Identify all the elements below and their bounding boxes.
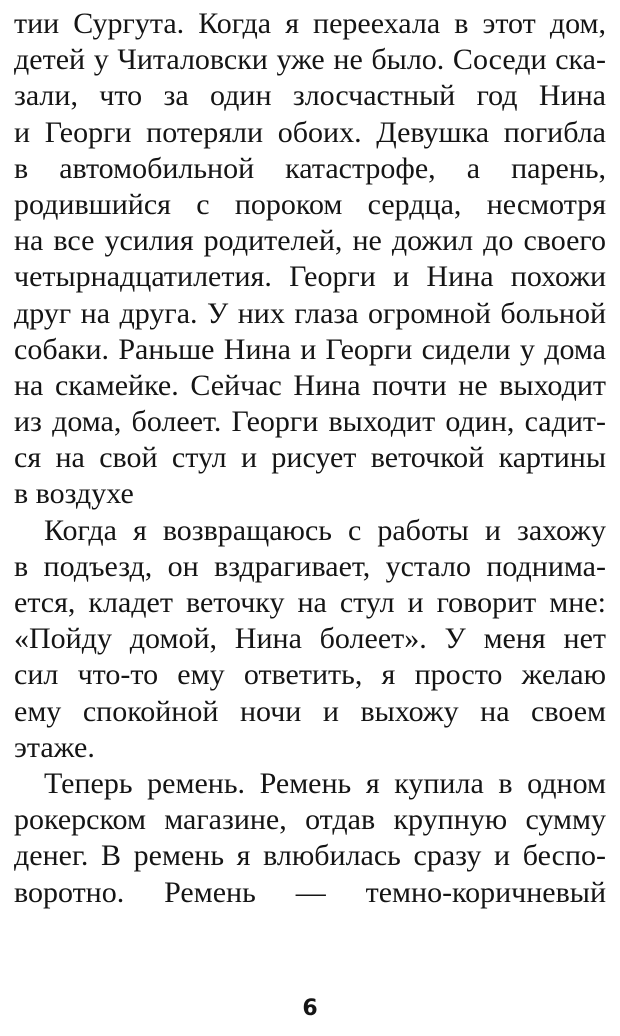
text-line: этаже. <box>14 730 95 764</box>
text-line: воротно. Ремень — темно-коричневый <box>14 875 606 909</box>
text-line: рокерском магазине, отдав крупную сумму <box>14 803 606 837</box>
text-line: в воздухе <box>14 477 134 511</box>
text-line: четырнадцатилетия. Георги и Нина похожи <box>14 260 606 294</box>
text-line: детей у Читаловски уже не было. Соседи ска- <box>14 43 606 77</box>
page-number: 6 <box>302 996 318 1021</box>
text-line: и Георги потеряли обоих. Девушка погибла <box>14 115 606 149</box>
text-line: из дома, болеет. Георги выходит один, садит- <box>14 405 606 439</box>
body-text <box>14 6 606 911</box>
text-line: денег. В ремень я влюбилась сразу и беспо- <box>14 839 606 873</box>
text-line: ему спокойной ночи и выхожу на своем <box>14 694 606 728</box>
text-line: Когда я возвращаюсь с работы и захожу <box>44 513 606 547</box>
text-line: «Пойду домой, Нина болеет». У меня нет <box>14 622 606 656</box>
text-line: родившийся с пороком сердца, несмотря <box>14 187 606 221</box>
paragraph <box>14 513 606 766</box>
paragraph <box>14 6 606 513</box>
paragraph <box>14 766 606 911</box>
text-line: сил что-то ему ответить, я просто желаю <box>14 658 606 692</box>
text-line: в автомобильной катастрофе, а парень, <box>14 151 606 185</box>
text-line: Теперь ремень. Ремень я купила в одном <box>44 766 606 800</box>
text-line: ется, кладет веточку на стул и говорит мне: <box>14 586 606 619</box>
text-line: в подъезд, он вздрагивает, устало поднима- <box>14 549 606 583</box>
text-line: на все усилия родителей, не дожил до своего <box>14 224 606 258</box>
text-line: ся на свой стул и рисует веточкой картины <box>14 441 606 475</box>
text-line: собаки. Раньше Нина и Георги сидели у дома <box>14 332 606 366</box>
text-line: тии Сургута. Когда я переехала в этот дом, <box>14 7 606 40</box>
text-line: друг на друга. У них глаза огромной больной <box>14 296 606 330</box>
text-line: на скамейке. Сейчас Нина почти не выходит <box>14 368 606 402</box>
text-line: зали, что за один злосчастный год Нина <box>14 79 606 113</box>
